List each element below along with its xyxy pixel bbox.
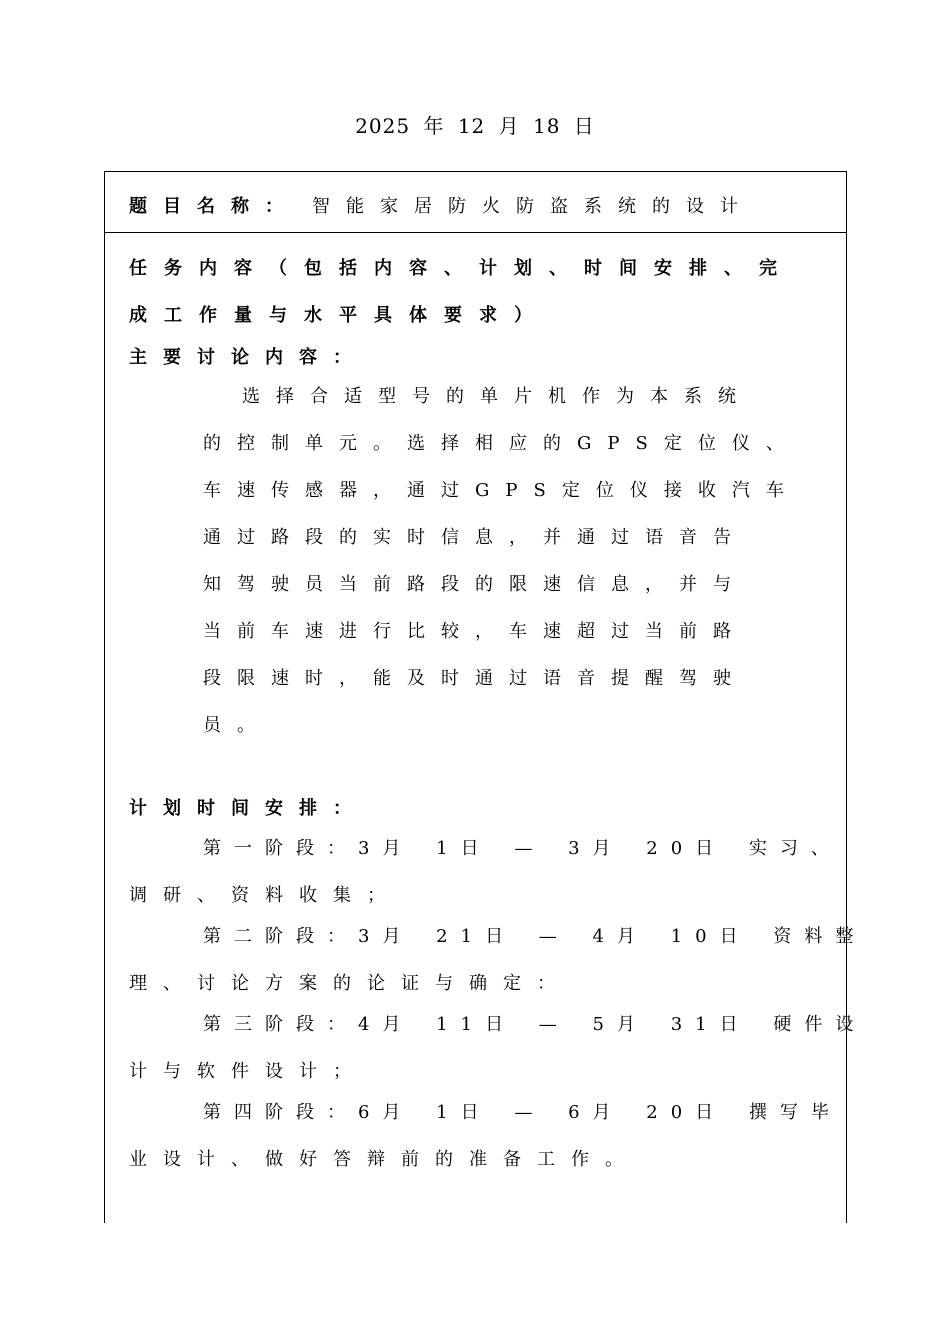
plan-line: 调研、资料收集； <box>129 885 401 906</box>
discussion-line: 选择合适型号的单片机作为本系统 <box>242 386 752 407</box>
discussion-line: 车速传感器，通过GPS定位仪接收汽车 <box>203 480 800 501</box>
discussion-line: 知驾驶员当前路段的限速信息，并与 <box>203 574 747 595</box>
task-heading-line-2: 成工作量与水平具体要求） <box>129 305 549 326</box>
discussion-line: 通过路段的实时信息，并通过语音告 <box>203 527 747 548</box>
title-value: 智能家居防火防盗系统的设计 <box>312 196 754 217</box>
discussion-heading: 主要讨论内容： <box>129 347 367 368</box>
discussion-line: 段限速时，能及时通过语音提醒驾驶 <box>203 668 747 689</box>
plan-line: 第二阶段：3月 21日 — 4月 10日 资料整 <box>203 926 867 947</box>
title-label: 题目名称： <box>129 196 299 217</box>
plan-heading: 计划时间安排： <box>129 798 367 819</box>
task-form-table <box>104 171 867 1223</box>
task-heading-line-1: 任务内容（包括内容、计划、时间安排、完 <box>129 258 794 279</box>
discussion-line: 员。 <box>203 715 271 736</box>
plan-line: 理、讨论方案的论证与确定： <box>129 973 571 994</box>
plan-line: 计与软件设计； <box>129 1061 367 1082</box>
discussion-line: 的控制单元。选择相应的GPS定位仪、 <box>203 433 800 454</box>
plan-line: 第三阶段：4月 11日 — 5月 31日 硬件设 <box>203 1014 867 1035</box>
document-date: 2025 年 12 月 18 日 <box>355 114 595 138</box>
plan-line: 业设计、做好答辩前的准备工作。 <box>129 1149 639 1170</box>
plan-line: 第四阶段：6月 1日 — 6月 20日 撰写毕 <box>203 1102 842 1123</box>
plan-line: 第一阶段：3月 1日 — 3月 20日 实习、 <box>203 838 842 859</box>
discussion-line: 当前车速进行比较，车速超过当前路 <box>203 621 747 642</box>
title-row <box>105 172 846 233</box>
